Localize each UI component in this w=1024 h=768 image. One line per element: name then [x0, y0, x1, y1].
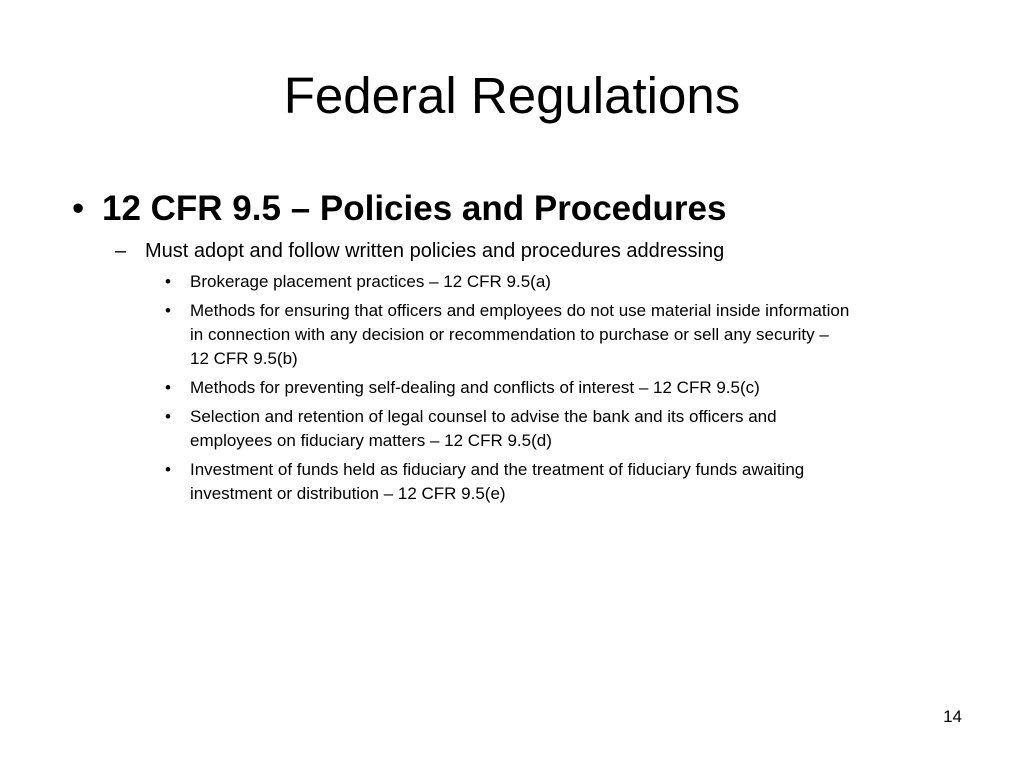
- heading-bullet-glyph: •: [72, 189, 85, 228]
- subheading-dash-glyph: –: [115, 240, 127, 262]
- sub-bullet-line: in connection with any decision or recommendation to purchase or sell any security –: [190, 325, 829, 344]
- sub-bullet-line: Brokerage placement practices – 12 CFR 9.5(a): [190, 272, 551, 291]
- sub-bullet-glyph: •: [165, 378, 171, 397]
- sub-bullet-line: Selection and retention of legal counsel to advise the bank and its officers and: [190, 407, 777, 426]
- sub-bullet-item: [165, 299, 965, 371]
- slide-title: Federal Regulations: [283, 67, 741, 124]
- sub-bullet-line: Methods for preventing self-dealing and conflicts of interest – 12 CFR 9.5(c): [190, 378, 760, 397]
- sub-bullet-glyph: •: [165, 407, 171, 426]
- sub-bullet-item: [165, 458, 965, 506]
- sub-bullet-glyph: •: [165, 460, 171, 479]
- sub-bullet-line: employees on fiduciary matters – 12 CFR 9.5(d): [190, 431, 552, 450]
- sub-bullet-item: [165, 376, 965, 400]
- sub-bullet-line: Investment of funds held as fiduciary and the treatment of fiduciary funds awaiting: [190, 460, 805, 479]
- heading-text: 12 CFR 9.5 – Policies and Procedures: [102, 189, 727, 228]
- sub-bullet-line: Methods for ensuring that officers and employees do not use material inside information: [190, 301, 850, 320]
- subheading-text: Must adopt and follow written policies and procedures addressing: [145, 240, 725, 262]
- sub-bullet-line: 12 CFR 9.5(b): [190, 349, 298, 368]
- sub-bullet-glyph: •: [165, 301, 171, 320]
- sub-bullet-glyph: •: [165, 272, 171, 291]
- page-number: 14: [943, 707, 962, 726]
- sub-bullet-list: [165, 270, 965, 511]
- sub-bullet-item: [165, 270, 965, 294]
- sub-bullet-item: [165, 405, 965, 453]
- sub-bullet-line: investment or distribution – 12 CFR 9.5(e): [190, 484, 506, 503]
